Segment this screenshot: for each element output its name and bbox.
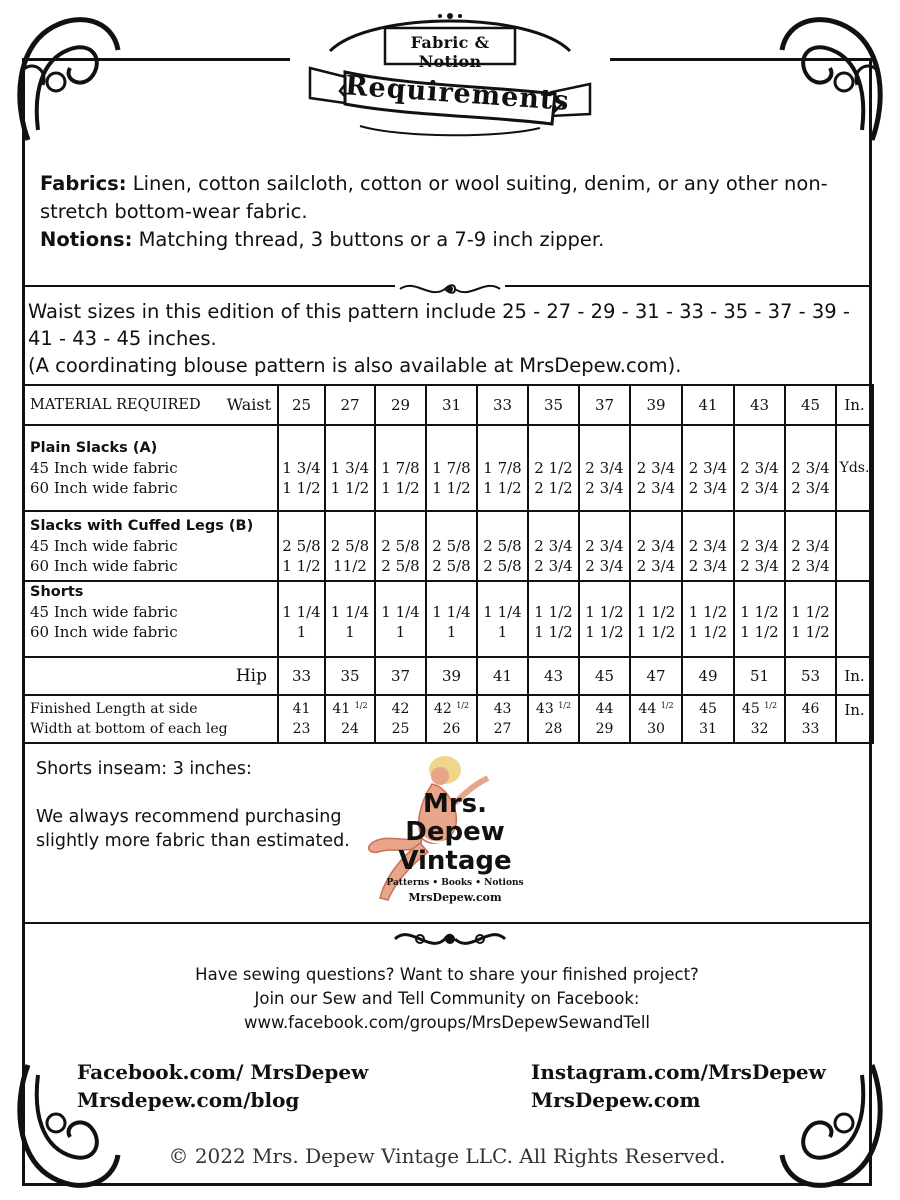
size-cell: 25 [278, 385, 325, 425]
table-cell: 1 [395, 623, 406, 641]
size-cell: 41 [682, 385, 734, 425]
size-cell: 43 [734, 385, 785, 425]
size-cell: 31 [426, 385, 477, 425]
table-cell: 2 3/4 [791, 479, 830, 497]
table-cell: 53 [785, 657, 836, 695]
website-link[interactable]: MrsDepew.com [531, 1088, 701, 1112]
recommend-text: slightly more fabric than estimated. [36, 831, 350, 851]
community-text: Have sewing questions? Want to share your finished project? [195, 965, 699, 984]
table-cell: 1 1/4 [381, 603, 420, 621]
table-cell: 2 5/8 [483, 537, 522, 555]
inseam-text: Shorts inseam: 3 inches: [36, 759, 252, 779]
social-left [77, 1058, 368, 1114]
plain-slacks-row [23, 425, 873, 511]
unit-cell: In. [836, 385, 873, 425]
size-cell: 33 [477, 385, 528, 425]
table-cell: 1 1/2 [688, 603, 728, 621]
size-cell: 45 [785, 385, 836, 425]
unit-cell: In. [836, 657, 873, 695]
table-cell: 2 5/8 [483, 557, 522, 575]
table-cell: 43 [493, 701, 512, 717]
table-cell: 49 [682, 657, 734, 695]
table-cell: 33 [278, 657, 325, 695]
table-cell: 1 1/2 [636, 623, 676, 641]
table-cell: 2 3/4 [740, 537, 779, 555]
shorts-row [23, 581, 873, 657]
waist-sizes-text: Waist sizes in this edition of this pattern include 25 - 27 - 29 - 31 - 33 - 35 - 37 - 39 - 41 - 43 - 45 inches. [28, 300, 850, 350]
table-cell: 26 [442, 721, 461, 737]
material-table [22, 384, 874, 744]
table-cell: 2 3/4 [636, 459, 676, 477]
table-cell: 2 5/8 [432, 557, 471, 575]
hip-row [23, 657, 873, 695]
table-cell: 1 1/2 [483, 479, 522, 497]
banner-subtitle: Fabric & Notion [410, 33, 490, 71]
table-cell: 2 3/4 [534, 537, 573, 555]
finished-row [23, 695, 873, 743]
facebook-link[interactable]: Facebook.com/ MrsDepew [77, 1060, 369, 1084]
size-cell: 39 [630, 385, 682, 425]
table-cell: 41 [477, 657, 528, 695]
table-cell: 2 5/8 [330, 537, 370, 555]
logo-site: MrsDepew.com [408, 891, 502, 904]
table-cell: 2 5/8 [381, 557, 420, 575]
fabrics-text: Linen, cotton sailcloth, cotton or wool suiting, denim, or any other non-stretch bottom-wear fabric. [40, 172, 828, 223]
table-cell: 2 3/4 [688, 537, 728, 555]
notions-text: Matching thread, 3 buttons or a 7-9 inch zipper. [138, 228, 605, 251]
table-cell: 2 3/4 [688, 459, 728, 477]
unit-cell: In. [836, 695, 873, 743]
shorts-note [36, 757, 350, 853]
table-cell: 2 3/4 [585, 557, 624, 575]
fraction: 1/2 [764, 701, 778, 710]
table-cell: 1 7/8 [432, 459, 471, 477]
notions-label: Notions: [40, 228, 133, 251]
shorts-title: Shorts [30, 584, 84, 600]
small-flourish-icon [395, 278, 505, 300]
table-cell: 2 3/4 [636, 557, 676, 575]
table-cell: 35 [325, 657, 375, 695]
table-cell: 2 5/8 [432, 537, 471, 555]
table-cell: 1 1/4 [330, 603, 370, 621]
cuffed-slacks-row [23, 511, 873, 581]
table-cell: 1 1/2 [282, 479, 321, 497]
table-cell: 1 1/4 [483, 603, 522, 621]
size-cell: 27 [325, 385, 375, 425]
table-cell: 2 3/4 [636, 479, 676, 497]
fraction: 1/2 [456, 701, 470, 710]
table-cell: 2 3/4 [740, 479, 779, 497]
table-cell: 43 [528, 657, 579, 695]
table-cell: 1 1/2 [636, 603, 676, 621]
header-label: MATERIAL REQUIRED [30, 397, 201, 413]
size-cell: 37 [579, 385, 630, 425]
table-cell: 1 1/2 [740, 603, 779, 621]
table-cell: 1 1/2 [791, 623, 830, 641]
table-cell: 2 3/4 [585, 459, 624, 477]
row-label: 45 Inch wide fabric [30, 603, 178, 621]
table-cell: 2 1/2 [534, 479, 573, 497]
community-section [22, 963, 872, 1035]
logo-line: Depew [405, 817, 505, 847]
row-label: 45 Inch wide fabric [30, 459, 178, 477]
size-cell: 35 [528, 385, 579, 425]
community-link[interactable]: www.facebook.com/groups/MrsDepewSewandTell [243, 1013, 651, 1032]
table-cell: 51 [734, 657, 785, 695]
row-label: Finished Length at side [30, 701, 198, 717]
header-waist: Waist [226, 395, 271, 414]
table-cell: 1 3/4 [282, 459, 321, 477]
table-cell: 42 [433, 701, 452, 717]
table-cell: 46 [801, 701, 820, 717]
row-label: 45 Inch wide fabric [30, 537, 178, 555]
table-cell: 1 [446, 623, 457, 641]
instagram-link[interactable]: Instagram.com/MrsDepew [531, 1060, 826, 1084]
community-text: Join our Sew and Tell Community on Facebook: [254, 989, 640, 1008]
social-right [531, 1058, 826, 1114]
table-cell: 1 [345, 623, 355, 641]
table-cell: 2 1/2 [534, 459, 573, 477]
table-cell: 1 1/2 [381, 479, 420, 497]
cuffed-slacks-title: Slacks with Cuffed Legs (B) [30, 518, 254, 534]
table-cell: 41 [292, 701, 311, 717]
table-cell: 44 [595, 701, 614, 717]
table-cell: 23 [292, 721, 311, 737]
table-cell: 2 3/4 [791, 459, 830, 477]
hip-label: Hip [235, 666, 267, 686]
table-cell: 1 1/2 [688, 623, 728, 641]
ornament-flourish-icon [385, 922, 515, 956]
logo-line: Vintage [398, 846, 512, 876]
table-cell: 32 [750, 721, 769, 737]
table-cell: 1 1/2 [740, 623, 779, 641]
table-cell: 43 [535, 701, 554, 717]
row-label: 60 Inch wide fabric [30, 557, 178, 575]
unit-cell: Yds. [836, 425, 873, 511]
fabrics-label: Fabrics: [40, 172, 127, 195]
table-cell: 1 1/2 [432, 479, 471, 497]
table-cell: 2 3/4 [791, 557, 830, 575]
table-cell: 30 [647, 721, 665, 737]
table-cell: 1 7/8 [381, 459, 420, 477]
logo-tagline: Patterns • Books • Notions [386, 878, 524, 888]
waist-sizes-note [28, 298, 873, 379]
table-cell: 2 3/4 [585, 479, 624, 497]
table-cell: 44 [638, 701, 657, 717]
corner-flourish-top-left-icon [8, 10, 128, 150]
blog-link[interactable]: Mrsdepew.com/blog [77, 1088, 300, 1112]
table-cell: 27 [493, 721, 512, 737]
table-cell: 1 3/4 [330, 459, 370, 477]
table-cell: 39 [426, 657, 477, 695]
table-cell: 33 [801, 721, 820, 737]
table-cell: 37 [375, 657, 426, 695]
row-label: 60 Inch wide fabric [30, 623, 178, 641]
table-cell: 1 [497, 623, 508, 641]
table-cell: 25 [391, 721, 410, 737]
blouse-note-text: (A coordinating blouse pattern is also available at MrsDepew.com). [28, 354, 682, 377]
table-cell: 1 1/4 [282, 603, 321, 621]
table-cell: 45 [579, 657, 630, 695]
table-cell: 1 1/2 [282, 557, 321, 575]
corner-flourish-top-right-icon [772, 10, 892, 150]
table-cell: 1 [296, 623, 307, 641]
table-cell: 2 3/4 [636, 537, 676, 555]
row-label: Width at bottom of each leg [30, 721, 228, 737]
table-cell: 2 3/4 [791, 537, 830, 555]
table-cell: 47 [630, 657, 682, 695]
table-cell: 1 1/4 [432, 603, 471, 621]
plain-slacks-title: Plain Slacks (A) [30, 440, 158, 456]
fraction: 1/2 [558, 701, 572, 710]
header-cell [23, 385, 278, 425]
table-cell: 45 [699, 701, 717, 717]
table-cell: 28 [544, 721, 563, 737]
size-cell: 29 [375, 385, 426, 425]
table-cell: 29 [595, 721, 614, 737]
table-cell: 2 3/4 [740, 557, 779, 575]
table-cell: 1 1/2 [791, 603, 830, 621]
page-title: Requirements [344, 70, 571, 117]
table-cell: 1 1/2 [585, 623, 624, 641]
table-cell: 2 5/8 [381, 537, 420, 555]
table-cell: 1 1/2 [534, 623, 573, 641]
fabrics-notions-section [40, 170, 860, 254]
table-cell: 11/2 [333, 557, 367, 575]
table-cell: 31 [699, 721, 717, 737]
copyright-text: © 2022 Mrs. Depew Vintage LLC. All Rights Reserved. [168, 1144, 726, 1168]
table-cell: 1 1/2 [330, 479, 370, 497]
logo-line: Mrs. [422, 789, 488, 819]
table-cell: 2 3/4 [740, 459, 779, 477]
table-header-row [23, 385, 873, 425]
table-cell: 2 3/4 [585, 537, 624, 555]
table-cell: 1 1/2 [534, 603, 573, 621]
table-cell: 2 3/4 [688, 557, 728, 575]
table-cell: 41 [332, 701, 351, 717]
table-cell: 42 [391, 701, 410, 717]
table-cell: 45 [741, 701, 760, 717]
fraction: 1/2 [354, 701, 368, 710]
fraction: 1/2 [660, 701, 674, 710]
table-cell: 1 1/2 [585, 603, 624, 621]
recommend-text: We always recommend purchasing [36, 807, 342, 827]
title-banner-icon [290, 6, 610, 141]
table-cell: 2 5/8 [282, 537, 321, 555]
table-cell: 2 3/4 [534, 557, 573, 575]
table-cell: 1 7/8 [483, 459, 522, 477]
table-cell: 2 3/4 [688, 479, 728, 497]
logo-text [380, 790, 530, 906]
table-cell: 24 [341, 721, 359, 737]
row-label: 60 Inch wide fabric [30, 479, 178, 497]
